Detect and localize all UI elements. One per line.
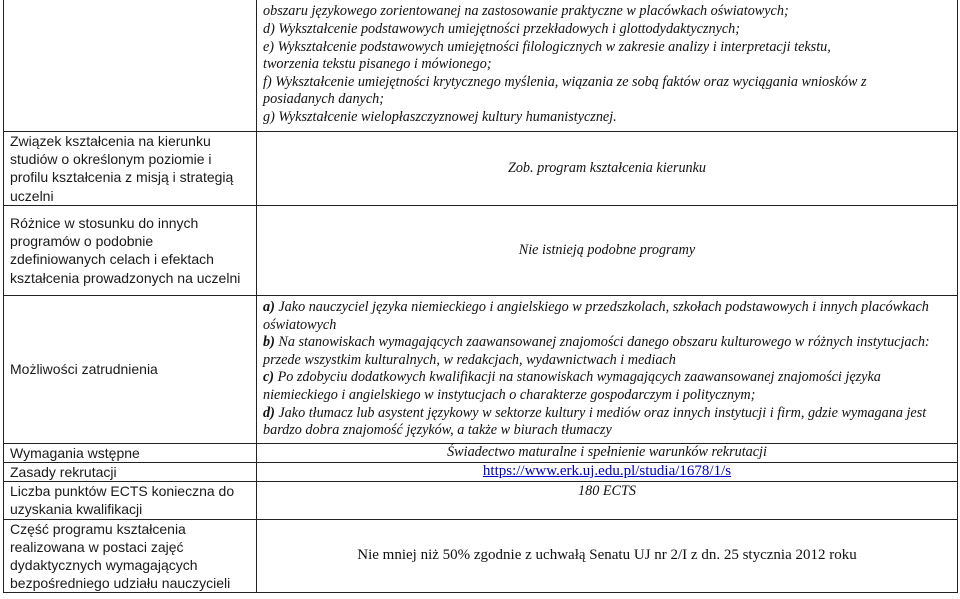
list-item: [263, 334, 951, 369]
list-marker: c): [263, 369, 275, 386]
list-item-text: Po zdobyciu dodatkowych kwalifikacji na stanowiskach wymagających zaawansowanej znajomości języka niemieckiego i angielskiego w instytucjach o charakterze gospodarczym i politycznym;: [263, 369, 881, 403]
intro-label-cell: [4, 0, 257, 132]
requirements-value: Świadectwo maturalne i spełnienie warunków rekrutacji: [257, 443, 958, 462]
list-item-text: Jako tłumacz lub asystent językowy w sektorze kultury i mediów oraz innych instytucji i firm, gdzie wymagana jest bardzo dobra znajomość języków, a także w biurach tłumaczy: [263, 404, 927, 439]
table-row-requirements: [4, 443, 958, 462]
list-marker: b): [263, 334, 275, 351]
admission-link[interactable]: https://www.erk.uj.edu.pl/studia/1678/1/s: [482, 463, 732, 480]
direct-classes-label: Część programu kształcenia realizowana w postaci zajęć dydaktycznych wymagających bezpośredniego udziału nauczycieli: [4, 519, 257, 593]
requirements-label: Wymagania wstępne: [4, 443, 257, 462]
employment-label: Możliwości zatrudnienia: [4, 295, 257, 443]
employment-list: [257, 295, 958, 443]
direct-classes-cell: [257, 519, 958, 593]
table-row-employment: [4, 295, 958, 443]
table-row-ects: [4, 482, 958, 519]
table-row-admission: [4, 463, 958, 482]
table-row-differences: [4, 205, 958, 295]
differences-label: Różnice w stosunku do innych programów o podobnie zdefiniowanych celach i efektach kształcenia prowadzonych na uczelni: [4, 205, 257, 295]
goal-line: tworzenia tekstu pisanego i mówionego;: [263, 56, 492, 73]
goal-line: d) Wykształcenie podstawowych umiejętności przekładowych i glottodydaktycznych;: [263, 21, 740, 38]
goal-line: posiadanych danych;: [263, 91, 384, 108]
table-row-direct-classes: [4, 519, 958, 593]
mission-value: Zob. program kształcenia kierunku: [257, 132, 958, 206]
list-item: [263, 405, 951, 440]
ects-value-cell: [257, 482, 958, 519]
list-item-text: Na stanowiskach wymagających zaawansowanej znajomości danego obszaru kulturowego w różnych instytucjach: przede wszystkim kulturalnych, w redakcjach, wydawnictwach i mediach: [263, 334, 930, 368]
admission-cell: [257, 463, 958, 482]
goal-line: g) Wykształcenie wielopłaszczyznowej kultury humanistycznej.: [263, 108, 617, 125]
differences-value: Nie istnieją podobne programy: [257, 205, 958, 295]
direct-classes-value: Nie mniej niż 50% zgodnie z uchwałą Senatu UJ nr 2/I z dn. 25 stycznia 2012 roku: [357, 547, 857, 564]
ects-value: 180 ECTS: [578, 482, 636, 499]
table-row-intro: [4, 0, 958, 132]
list-item: [263, 299, 951, 334]
list-marker: d): [263, 404, 275, 421]
ects-label: Liczba punktów ECTS konieczna do uzyskania kwalifikacji: [4, 482, 257, 519]
list-item: [263, 369, 951, 404]
ects-spacer: [263, 500, 951, 518]
program-table: [3, 0, 958, 593]
goal-line: e) Wykształcenie podstawowych umiejętności filologicznych w zakresie analizy i interpretacji tekstu,: [263, 38, 831, 55]
table-row-mission: [4, 132, 958, 206]
mission-label: Związek kształcenia na kierunku studiów o określonym poziomie i profilu kształcenia z misją i strategią uczelni: [4, 132, 257, 206]
goal-line: f) Wykształcenie umiejętności krytycznego myślenia, wiązania ze sobą faktów oraz wyciągania wniosków z: [263, 73, 867, 90]
list-item-text: Jako nauczyciel języka niemieckiego i angielskiego w przedszkolach, szkołach podstawowych i innych placówkach oświatowych: [263, 298, 929, 333]
goal-line: obszaru językowego zorientowanej na zastosowanie praktyczne w placówkach oświatowych;: [263, 3, 789, 20]
list-marker: a): [263, 298, 275, 315]
intro-goals-cell: [257, 0, 958, 132]
admission-label: Zasady rekrutacji: [4, 463, 257, 482]
